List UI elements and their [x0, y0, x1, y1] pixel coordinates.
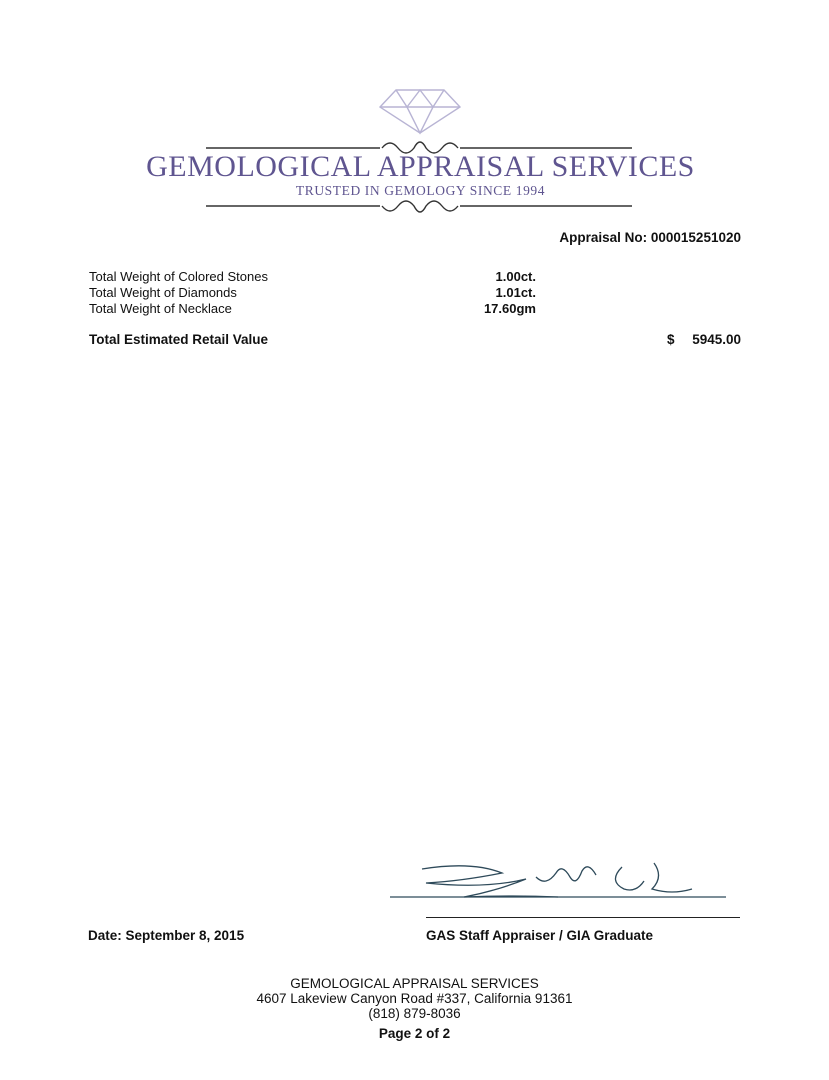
- company-name: GEMOLOGICAL APPRAISAL SERVICES: [146, 150, 695, 183]
- diamond-icon: [380, 90, 460, 133]
- footer-company: GEMOLOGICAL APPRAISAL SERVICES: [290, 976, 539, 991]
- signature-line: [426, 917, 740, 918]
- weight-label: Total Weight of Necklace: [89, 301, 232, 316]
- footer-phone: (818) 879-8036: [368, 1006, 461, 1021]
- bottom-divider: [206, 201, 632, 212]
- appraiser-title: GAS Staff Appraiser / GIA Graduate: [426, 928, 654, 943]
- currency-symbol: $: [667, 332, 675, 347]
- footer-address: 4607 Lakeview Canyon Road #337, California 91361: [256, 991, 573, 1006]
- weight-label: Total Weight of Colored Stones: [89, 269, 268, 284]
- appraisal-date: Date: September 8, 2015: [88, 928, 245, 943]
- total-value-amount: 5945.00: [692, 332, 741, 347]
- weight-label: Total Weight of Diamonds: [89, 285, 237, 300]
- appraisal-number: Appraisal No: 000015251020: [559, 230, 741, 245]
- page-number: Page 2 of 2: [378, 1026, 451, 1041]
- weight-value: 1.01ct.: [495, 285, 536, 300]
- appraiser-signature: [386, 855, 736, 915]
- company-tagline: TRUSTED IN GEMOLOGY SINCE 1994: [295, 183, 546, 198]
- weight-value: 1.00ct.: [495, 269, 536, 284]
- weight-value: 17.60gm: [483, 301, 536, 316]
- total-value-label: Total Estimated Retail Value: [89, 332, 269, 347]
